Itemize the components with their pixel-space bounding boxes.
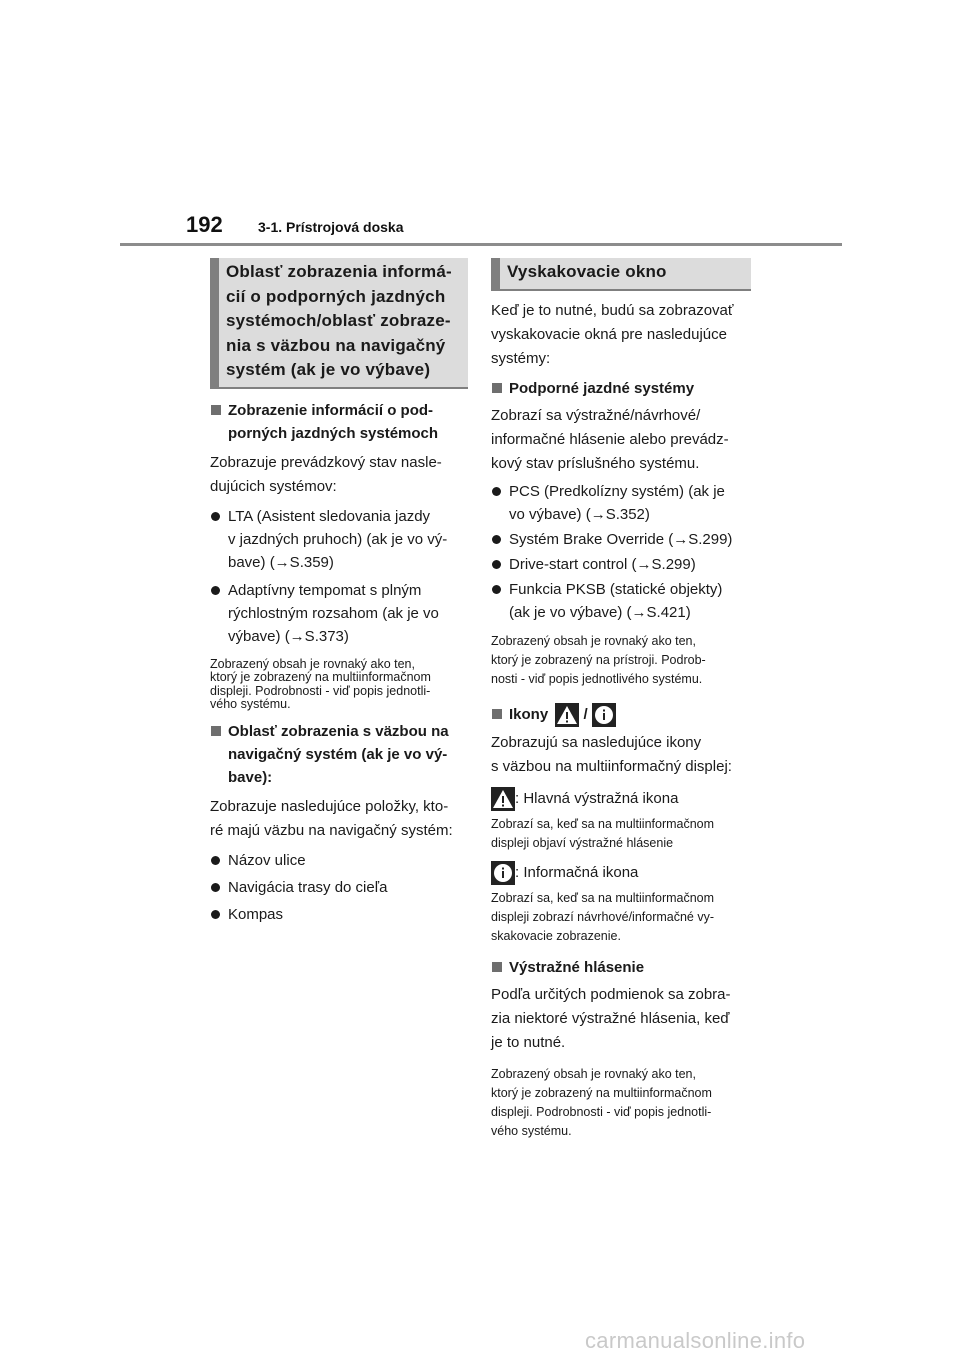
info-icon-note: Zobrazí sa, keď sa na multiinformačnom displeji zobrazí návrhové/informačné vy- skakovacie zobrazenie. bbox=[491, 890, 715, 943]
square-bullet-icon bbox=[492, 383, 502, 393]
right-heading-1-text: Podporné jazdné systémy bbox=[509, 379, 695, 397]
right-bullet-1-text: PCS (Predkolízny systém) (ak je vo výbave) (→S.352) bbox=[509, 482, 725, 523]
left-bullet-4-text: Navigácia trasy do cieľa bbox=[228, 878, 388, 896]
icon-separator: / bbox=[583, 705, 588, 723]
bullet-dot-icon bbox=[211, 910, 220, 919]
right-heading-3 bbox=[491, 956, 751, 979]
left-bullet-1 bbox=[210, 505, 468, 574]
warning-icon bbox=[555, 703, 579, 727]
left-bullet-1-text: LTA (Asistent sledovania jazdy v jazdných pruhoch) (ak je vo vý- bave) (→S.359) bbox=[228, 507, 448, 571]
right-bullet-1 bbox=[491, 480, 751, 526]
right-heading-1 bbox=[491, 377, 751, 400]
page-number: 192 bbox=[186, 212, 223, 237]
bullet-dot-icon bbox=[211, 883, 220, 892]
left-bullet-5-text: Kompas bbox=[228, 905, 284, 923]
left-paragraph-1: Zobrazuje prevádzkový stav nasle- dujúcich systémov: bbox=[210, 453, 442, 495]
square-bullet-icon bbox=[211, 726, 221, 736]
bullet-dot-icon bbox=[211, 856, 220, 865]
right-bullet-4-text: Funkcia PKSB (statické objekty) (ak je vo výbave) (→S.421) bbox=[509, 580, 723, 621]
warning-icon bbox=[491, 787, 515, 811]
left-section-box: Oblasť zobrazenia informá- cií o podporných jazdných systémoch/oblasť zobraze- nia s väzbou na navigačný systém (ak je vo výbave) bbox=[210, 258, 468, 389]
bullet-dot-icon bbox=[492, 487, 501, 496]
right-bullet-3 bbox=[491, 553, 751, 576]
info-icon-label: : Informačná ikona bbox=[515, 863, 639, 881]
square-bullet-icon bbox=[492, 709, 502, 719]
right-bullet-4 bbox=[491, 578, 751, 624]
warning-icon-label: : Hlavná výstražná ikona bbox=[515, 789, 679, 807]
left-column bbox=[210, 258, 468, 926]
left-bullet-2 bbox=[210, 579, 468, 648]
left-heading-2-text: Oblasť zobrazenia s väzbou na navigačný systém (ak je vo vý- bave): bbox=[228, 722, 449, 786]
left-bullet-2-text: Adaptívny tempomat s plným rýchlostným rozsahom (ak je vo výbave) (→S.373) bbox=[228, 581, 439, 645]
section-title: 3-1. Prístrojová doska bbox=[258, 219, 404, 235]
right-section-box: Vyskakovacie okno bbox=[491, 258, 751, 291]
info-icon bbox=[491, 861, 515, 885]
right-paragraph-1: Keď je to nutné, budú sa zobrazovať vyskakovacie okná pre nasledujúce systémy: bbox=[491, 301, 734, 367]
warning-icon-note: Zobrazí sa, keď sa na multiinformačnom displeji objaví výstražné hlásenie bbox=[491, 816, 715, 850]
bullet-dot-icon bbox=[211, 586, 220, 595]
left-heading-2 bbox=[210, 720, 468, 789]
bullet-dot-icon bbox=[492, 535, 501, 544]
bullet-dot-icon bbox=[211, 512, 220, 521]
left-bullet-3 bbox=[210, 849, 468, 872]
left-bullet-5 bbox=[210, 903, 468, 926]
right-bullet-3-text: Drive-start control (→S.299) bbox=[509, 555, 696, 573]
header-rule bbox=[120, 243, 842, 246]
right-column bbox=[491, 258, 751, 1141]
right-bullet-2 bbox=[491, 528, 751, 551]
info-icon-row bbox=[491, 861, 751, 885]
left-paragraph-2: Zobrazuje nasledujúce položky, kto- ré majú väzbu na navigačný systém: bbox=[210, 797, 453, 839]
bullet-dot-icon bbox=[492, 560, 501, 569]
right-paragraph-4: Podľa určitých podmienok sa zobra- zia niektoré výstražné hlásenia, keď je to nutné. bbox=[491, 985, 731, 1051]
left-heading-1 bbox=[210, 399, 468, 445]
right-heading-2 bbox=[491, 703, 751, 727]
right-heading-3-text: Výstražné hlásenie bbox=[509, 958, 645, 976]
right-paragraph-3: Zobrazujú sa nasledujúce ikony s väzbou na multiinformačný displej: bbox=[491, 733, 732, 775]
square-bullet-icon bbox=[211, 405, 221, 415]
right-paragraph-2: Zobrazí sa výstražné/návrhové/ informačné hlásenie alebo prevádz- kový stav príslušného systému. bbox=[491, 406, 729, 472]
left-note-1: Zobrazený obsah je rovnaký ako ten, ktorý je zobrazený na multiinformačnom displeji. Podrobnosti - viď popis jednotli- vého systému. bbox=[210, 656, 431, 711]
right-note-1: Zobrazený obsah je rovnaký ako ten, ktorý je zobrazený na prístroji. Podrob- nosti - viď popis jednotlivého systému. bbox=[491, 633, 706, 686]
watermark: carmanualsonline.info bbox=[585, 1328, 806, 1353]
right-bullet-2-text: Systém Brake Override (→S.299) bbox=[509, 530, 733, 548]
square-bullet-icon bbox=[492, 962, 502, 972]
right-heading-2-text: Ikony bbox=[509, 705, 549, 723]
bullet-dot-icon bbox=[492, 585, 501, 594]
info-icon bbox=[592, 703, 616, 727]
left-bullet-3-text: Názov ulice bbox=[228, 851, 306, 869]
right-note-2: Zobrazený obsah je rovnaký ako ten, ktorý je zobrazený na multiinformačnom displeji. Podrobnosti - viď popis jednotli- vého systému. bbox=[491, 1066, 712, 1138]
left-bullet-4 bbox=[210, 876, 468, 899]
warning-icon-row bbox=[491, 787, 751, 811]
left-heading-1-text: Zobrazenie informácií o pod- porných jazdných systémoch bbox=[228, 401, 439, 442]
